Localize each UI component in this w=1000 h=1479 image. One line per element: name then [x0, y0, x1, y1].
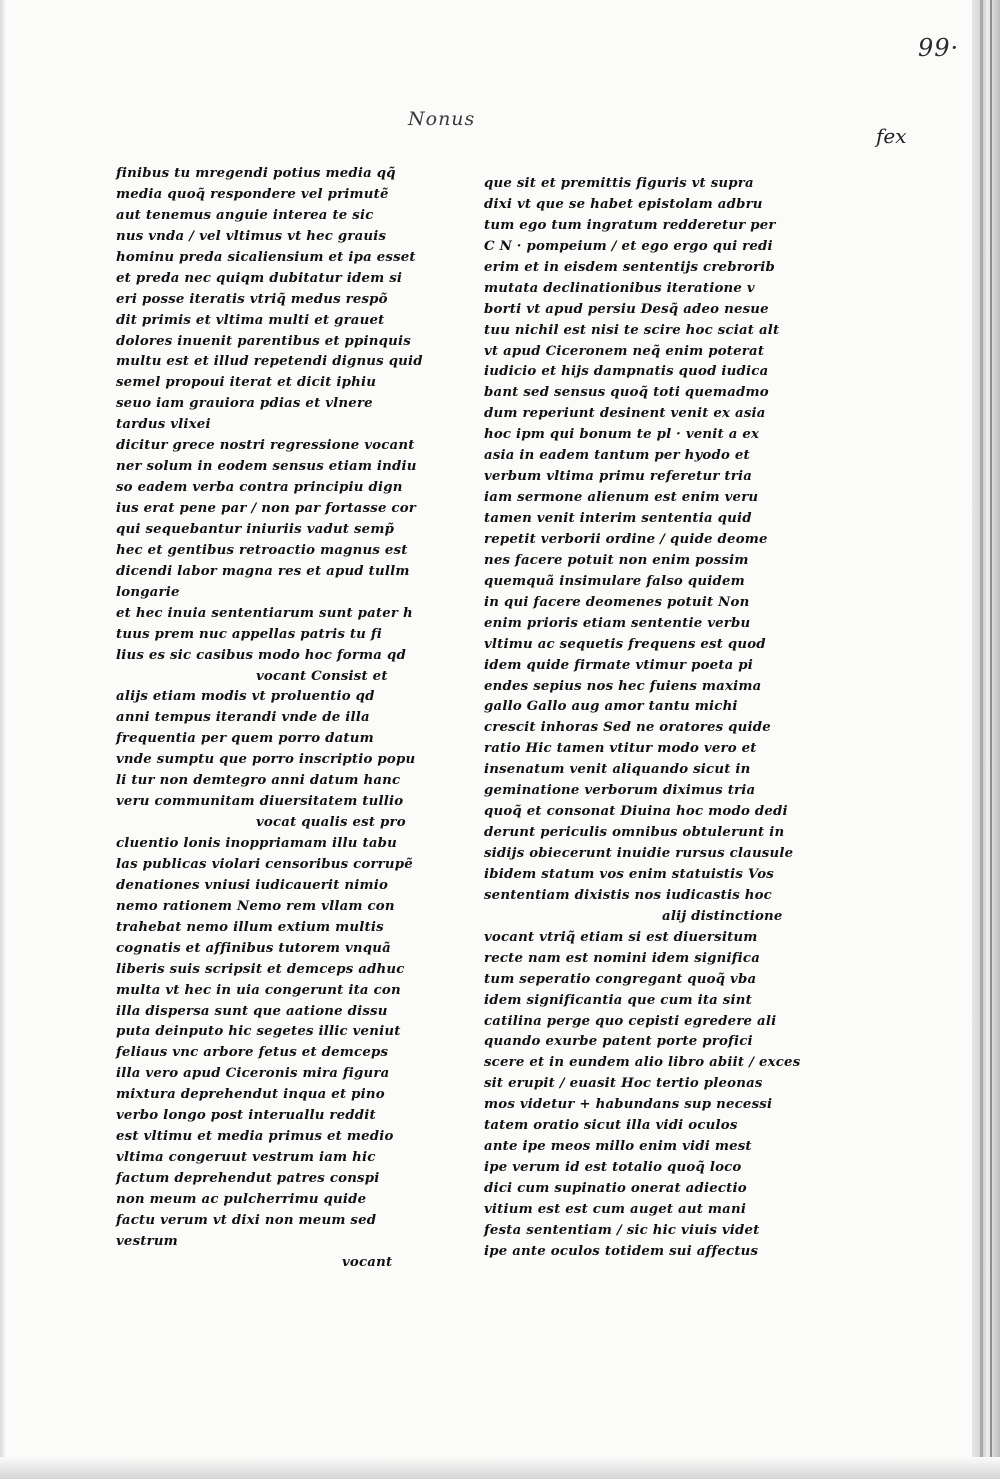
manuscript-line: dolores inuenit parentibus et ppinquis	[116, 333, 411, 349]
manuscript-line: hominu preda sicaliensium et ipa esset	[116, 249, 416, 265]
manuscript-line: mutata declinationibus iteratione v	[484, 280, 755, 296]
manuscript-line: longarie	[116, 584, 180, 600]
manuscript-line: multa vt hec in uia congerunt ita con	[116, 982, 401, 998]
manuscript-line: ipe ante oculos totidem sui affectus	[484, 1243, 759, 1259]
manuscript-line: est vltimu et media primus et medio	[116, 1129, 394, 1145]
manuscript-line: vocant Consist et	[256, 668, 388, 684]
manuscript-line: vitium est est cum auget aut mani	[484, 1201, 747, 1217]
manuscript-line: dicitur grece nostri regressione vocant	[116, 438, 415, 454]
manuscript-line: alij distinctione	[662, 908, 783, 924]
manuscript-line: iudicio et hijs dampnatis quod iudica	[484, 364, 769, 380]
manuscript-line: gallo Gallo aug amor tantu michi	[484, 699, 738, 715]
manuscript-line: borti vt apud persiu Desq̃ adeo nesue	[484, 301, 769, 317]
manuscript-line: las publicas violari censoribus corrupẽ	[116, 856, 413, 872]
manuscript-line: idem quide firmate vtimur poeta pi	[484, 657, 754, 673]
manuscript-line: anni tempus iterandi vnde de illa	[116, 710, 370, 726]
manuscript-line: tamen venit interim sententia quid	[484, 511, 752, 526]
manuscript-line: asia in eadem tantum per hyodo et	[484, 448, 750, 464]
manuscript-line: verbo longo post interuallu reddit	[116, 1108, 376, 1124]
text-column-right	[484, 174, 801, 1263]
manuscript-line: ius erat pene par / non par fortasse cor	[116, 501, 416, 516]
manuscript-line: illa vero apud Ciceronis mira figura	[116, 1066, 390, 1082]
manuscript-line: sententiam dixistis nos iudicastis hoc	[484, 887, 772, 903]
manuscript-line: crescit inhoras Sed ne oratores quide	[484, 720, 771, 736]
manuscript-line: finibus tu mregendi potius media qq̃	[116, 166, 396, 181]
running-head: Nonus	[408, 108, 476, 130]
page-bottom-shadow	[0, 1457, 1000, 1479]
manuscript-line: veru communitam diuersitatem tullio	[116, 794, 404, 810]
manuscript-line: quemquã insimulare falso quidem	[484, 573, 745, 589]
manuscript-line: semel propoui iterat et dicit iphiu	[116, 375, 377, 391]
manuscript-line: enim prioris etiam sententie verbu	[484, 615, 751, 631]
manuscript-line: et preda nec quiqm dubitatur idem si	[116, 270, 403, 286]
manuscript-line: factum deprehendut patres conspi	[116, 1171, 380, 1186]
manuscript-line: dum reperiunt desinent venit ex asia	[484, 406, 766, 422]
manuscript-line: puta deinputo hic segetes illic veniut	[116, 1024, 401, 1040]
manuscript-line: geminatione verborum diximus tria	[484, 783, 756, 799]
manuscript-line: illa dispersa sunt que aatione dissu	[116, 1003, 388, 1019]
manuscript-line: ibidem statum vos enim statuistis Vos	[484, 866, 774, 882]
manuscript-line: festa sententiam / sic hic viuis videt	[484, 1222, 760, 1238]
page-edge-strip	[972, 0, 1000, 1479]
manuscript-line: tatem oratio sicut illa vidi oculos	[484, 1118, 738, 1134]
manuscript-line: ante ipe meos millo enim vidi mest	[484, 1139, 752, 1155]
manuscript-line: mos videtur + habundans sup necessi	[484, 1097, 773, 1113]
manuscript-line: liberis suis scripsit et demceps adhuc	[116, 961, 405, 977]
manuscript-line: trahebat nemo illum extium multis	[116, 919, 384, 935]
manuscript-line: quando exurbe patent porte profici	[484, 1034, 753, 1050]
manuscript-line: tum seperatio congregant quoq̃ vba	[484, 971, 757, 987]
manuscript-line: mixtura deprehendut inqua et pino	[116, 1087, 385, 1103]
manuscript-line: tum ego tum ingratum redderetur per	[484, 217, 776, 233]
manuscript-line: so eadem verba contra principiu dign	[116, 480, 403, 496]
manuscript-line: vestrum	[116, 1233, 178, 1249]
manuscript-line: erim et in eisdem sententijs crebrorib	[484, 259, 775, 275]
manuscript-line: feliaus vnc arbore fetus et demceps	[116, 1045, 389, 1061]
manuscript-line: tuus prem nuc appellas patris tu fi	[116, 626, 383, 642]
manuscript-line: endes sepius nos hec fuiens maxima	[484, 678, 762, 694]
manuscript-line: factu verum vt dixi non meum sed	[116, 1212, 377, 1228]
manuscript-line: dit primis et vltima multi et grauet	[116, 312, 385, 328]
manuscript-line: hoc ipm qui bonum te pl · venit a ex	[484, 427, 760, 443]
edge-line	[990, 0, 992, 1479]
manuscript-line: ratio Hic tamen vtitur modo vero et	[484, 741, 757, 757]
manuscript-line: dixi vt que se habet epistolam adbru	[484, 196, 763, 212]
manuscript-line: que sit et premittis figuris vt supra	[484, 176, 754, 191]
manuscript-line: nes facere potuit non enim possim	[484, 552, 749, 568]
manuscript-line: qui sequebantur iniuriis vadut semp̃	[116, 521, 395, 537]
manuscript-line: cluentio lonis inoppriamam illu tabu	[116, 836, 398, 851]
manuscript-line: vltima congeruut vestrum iam hic	[116, 1150, 376, 1166]
text-column-left	[116, 164, 423, 1274]
manuscript-line: insenatum venit aliquando sicut in	[484, 762, 751, 778]
manuscript-line: nus vnda / vel vltimus vt hec grauis	[116, 228, 387, 244]
manuscript-line: sidijs obiecerunt inuidie rursus clausule	[484, 846, 794, 861]
manuscript-line: idem significantia que cum ita sint	[484, 992, 752, 1008]
manuscript-line: vocat qualis est pro	[256, 815, 406, 831]
manuscript-line: media quoq̃ respondere vel primutẽ	[116, 186, 389, 202]
manuscript-line: bant sed sensus quoq̃ toti quemadmo	[484, 385, 769, 401]
manuscript-line: vocant	[342, 1254, 393, 1270]
manuscript-line: iam sermone alienum est enim veru	[484, 490, 759, 506]
manuscript-line: recte nam est nomini idem significa	[484, 950, 761, 966]
manuscript-line: eri posse iteratis vtriq̃ medus respõ	[116, 291, 388, 307]
margin-note: fex	[876, 124, 907, 148]
manuscript-line: tardus vlixei	[116, 417, 211, 433]
manuscript-line: vltimu ac sequetis frequens est quod	[484, 636, 766, 652]
manuscript-line: hec et gentibus retroactio magnus est	[116, 542, 408, 558]
manuscript-line: non meum ac pulcherrimu quide	[116, 1191, 367, 1207]
manuscript-line: cognatis et affinibus tutorem vnquã	[116, 940, 391, 956]
manuscript-line: vnde sumptu que porro inscriptio popu	[116, 752, 416, 768]
manuscript-line: scere et in eundem alio libro abiit / exces	[484, 1055, 801, 1071]
manuscript-line: denationes vniusi iudicauerit nimio	[116, 877, 389, 893]
edge-line	[980, 0, 983, 1479]
manuscript-line: vocant vtriq̃ etiam si est diuersitum	[484, 929, 758, 945]
manuscript-line: catilina perge quo cepisti egredere ali	[484, 1013, 777, 1029]
manuscript-line: li tur non demtegro anni datum hanc	[116, 773, 401, 789]
manuscript-line: vt apud Ciceronem neq̃ enim poterat	[484, 343, 765, 359]
manuscript-line: dicendi labor magna res et apud tullm	[116, 563, 410, 579]
manuscript-line: ner solum in eodem sensus etiam indiu	[116, 459, 417, 475]
manuscript-line: derunt periculis omnibus obtulerunt in	[484, 825, 785, 841]
manuscript-line: nemo rationem Nemo rem vllam con	[116, 898, 395, 914]
manuscript-line: lius es sic casibus modo hoc forma qd	[116, 647, 406, 663]
manuscript-line: in qui facere deomenes potuit Non	[484, 594, 750, 610]
manuscript-line: aut tenemus anguie interea te sic	[116, 207, 374, 223]
manuscript-line: alijs etiam modis vt proluentio qd	[116, 689, 375, 705]
folio-number: 99·	[918, 34, 960, 62]
manuscript-line: C N · pompeium / et ego ergo qui redi	[484, 238, 773, 254]
manuscript-line: frequentia per quem porro datum	[116, 731, 374, 747]
manuscript-line: quoq̃ et consonat Diuina hoc modo dedi	[484, 804, 788, 820]
manuscript-line: dici cum supinatio onerat adiectio	[484, 1181, 747, 1196]
manuscript-line: et hec inuia sententiarum sunt pater h	[116, 605, 413, 621]
manuscript-line: sit erupit / euasit Hoc tertio pleonas	[484, 1076, 763, 1092]
page-gutter-shadow	[0, 0, 6, 1479]
manuscript-line: multu est et illud repetendi dignus quid	[116, 354, 423, 370]
manuscript-line: tuu nichil est nisi te scire hoc sciat alt	[484, 322, 780, 338]
manuscript-line: ipe verum id est totalio quoq̃ loco	[484, 1160, 742, 1176]
manuscript-line: seuo iam grauiora pdias et vlnere	[116, 396, 373, 412]
manuscript-line: repetit verborii ordine / quide deome	[484, 531, 768, 547]
manuscript-line: verbum vltima primu referetur tria	[484, 469, 753, 485]
